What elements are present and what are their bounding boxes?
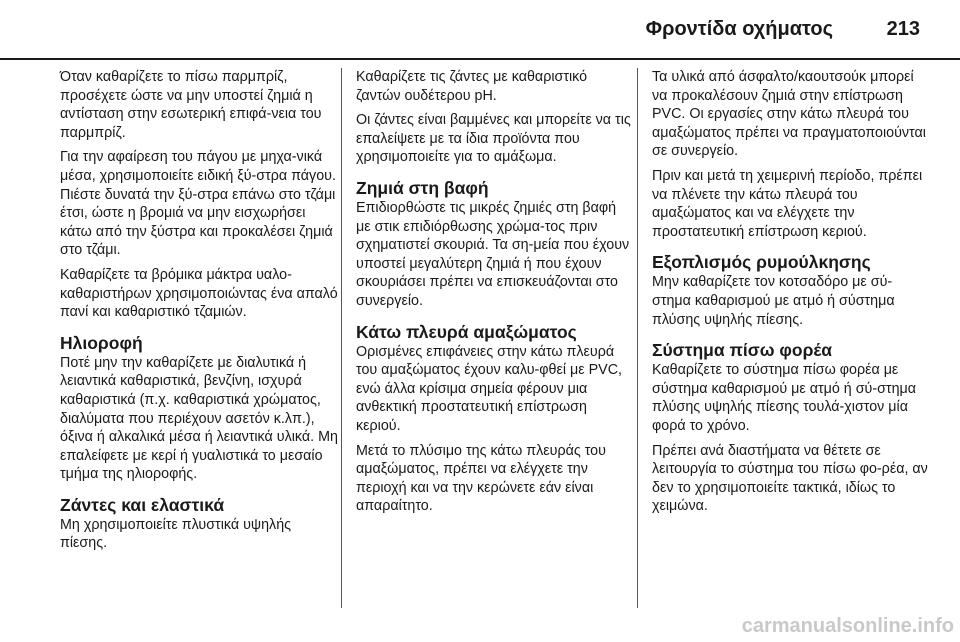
section-heading: Ηλιοροφή xyxy=(60,332,143,353)
page-header xyxy=(0,0,960,60)
paragraph: Καθαρίζετε τα βρόμικα μάκτρα υαλο-καθαριστήρων χρησιμοποιώντας ένα απαλό πανί και καθαριστικό τζαμιών. xyxy=(60,266,338,321)
paragraph: Πρέπει ανά διαστήματα να θέτετε σε λειτουργία το σύστημα του πίσω φο-ρέα, αν δεν το χρησιμοποιείτε τακτικά, ιδίως το χειμώνα. xyxy=(652,442,928,515)
paragraph: Καθαρίζετε το σύστημα πίσω φορέα με σύστημα καθαρισμού με ατμό ή σύ-στημα πλύσης υψηλής πίεσης τουλά-χιστον μία φορά το χρόνο. xyxy=(652,362,917,434)
watermark: carmanualsonline.info xyxy=(741,615,954,637)
paragraph: Επιδιορθώστε τις μικρές ζημιές στη βαφή με στικ επιδιόρθωσης χρώμα-τος πριν σχηματιστεί σκουριά. Τα ση-μεία που έχουν υποστεί μεγαλύτερη ζημιά ή που έχουν σκουριάσει πρέπει να επισκευάζονται στο συνεργείο. xyxy=(356,199,630,309)
header-divider xyxy=(0,58,960,60)
column-divider xyxy=(637,68,638,608)
section-heading: Ζάντες και ελαστικά xyxy=(60,494,225,515)
text-column-1 xyxy=(60,68,338,559)
paragraph: Μη χρησιμοποιείτε πλυστικά υψηλής πίεσης. xyxy=(60,516,292,552)
paragraph: Οι ζάντες είναι βαμμένες και μπορείτε να τις επαλείψετε με τα ίδια προϊόντα που χρησιμοποιείτε για το αμάξωμα. xyxy=(356,112,631,166)
text-column-3 xyxy=(652,68,930,522)
column-divider xyxy=(341,68,342,608)
paragraph: Τα υλικά από άσφαλτο/καουτσούκ μπορεί να προκαλέσουν ζημιά στην επίστρωση PVC. Οι εργασίες στην κάτω πλευρά του αμαξώματος πρέπει να πραγματοποιούνται σε συνεργείο. xyxy=(652,69,926,160)
paragraph: Μετά το πλύσιμο της κάτω πλευράς του αμαξώματος, πρέπει να ελέγχετε την περιοχή και να την κερώνετε εάν είναι απαραίτητο. xyxy=(356,442,606,515)
section-heading: Ζημιά στη βαφή xyxy=(356,177,489,198)
text-column-2 xyxy=(356,68,634,522)
page-title: Φροντίδα οχήματος xyxy=(645,18,833,40)
paragraph: Πριν και μετά τη χειμερινή περίοδο, πρέπει να πλένετε την κάτω πλευρά του αμαξώματος και να ελέγχετε την προστατευτική επίστρωση κεριού. xyxy=(652,167,923,240)
paragraph: Για την αφαίρεση του πάγου με μηχα-νικά μέσα, χρησιμοποιείτε ειδική ξύ-στρα πάγου. Πιέστε δυνατά την ξύ-στρα επάνω στο τζάμι έτσι, ώστε η βρομιά να μην εισχωρήσει κάτω από την ξύστρα και προκαλέσει ζημιά στο τζάμι. xyxy=(60,149,336,259)
section-heading: Σύστημα πίσω φορέα xyxy=(652,340,833,361)
paragraph: Ποτέ μην την καθαρίζετε με διαλυτικά ή λειαντικά καθαριστικά, βενζίνη, ισχυρά καθαριστικά (π.χ. καθαριστικά χρώματος, διαλύματα που περιέχουν ασετόν κ.λπ.), όξινα ή αλκαλικά μέσα ή λειαντικά υλικά. Μη επαλείφετε με κερί ή γυαλιστικά το μεσαίο τμήμα της ηλιοροφής. xyxy=(60,354,338,483)
page-number: 213 xyxy=(886,18,920,40)
section-heading: Εξοπλισμός ρυμούλκησης xyxy=(652,252,871,273)
paragraph: Όταν καθαρίζετε το πίσω παρμπρίζ, προσέχετε ώστε να μην υποστεί ζημιά η αντίσταση στην εσωτερική επιφά-νεια του παρμπρίζ. xyxy=(60,69,322,141)
paragraph: Ορισμένες επιφάνειες στην κάτω πλευρά του αμαξώματος έχουν καλυ-φθεί με PVC, ενώ άλλα κρίσιμα σημεία φέρουν μια ανθεκτική προστατευτική επίστρωση κεριού. xyxy=(356,343,622,434)
paragraph: Μην καθαρίζετε τον κοτσαδόρο με σύ-στημα καθαρισμού με ατμό ή σύστημα πλύσης υψηλής πίεσης. xyxy=(652,274,895,328)
paragraph: Καθαρίζετε τις ζάντες με καθαριστικό ζαντών ουδέτερου pH. xyxy=(356,69,588,104)
section-heading: Κάτω πλευρά αμαξώματος xyxy=(356,321,577,342)
